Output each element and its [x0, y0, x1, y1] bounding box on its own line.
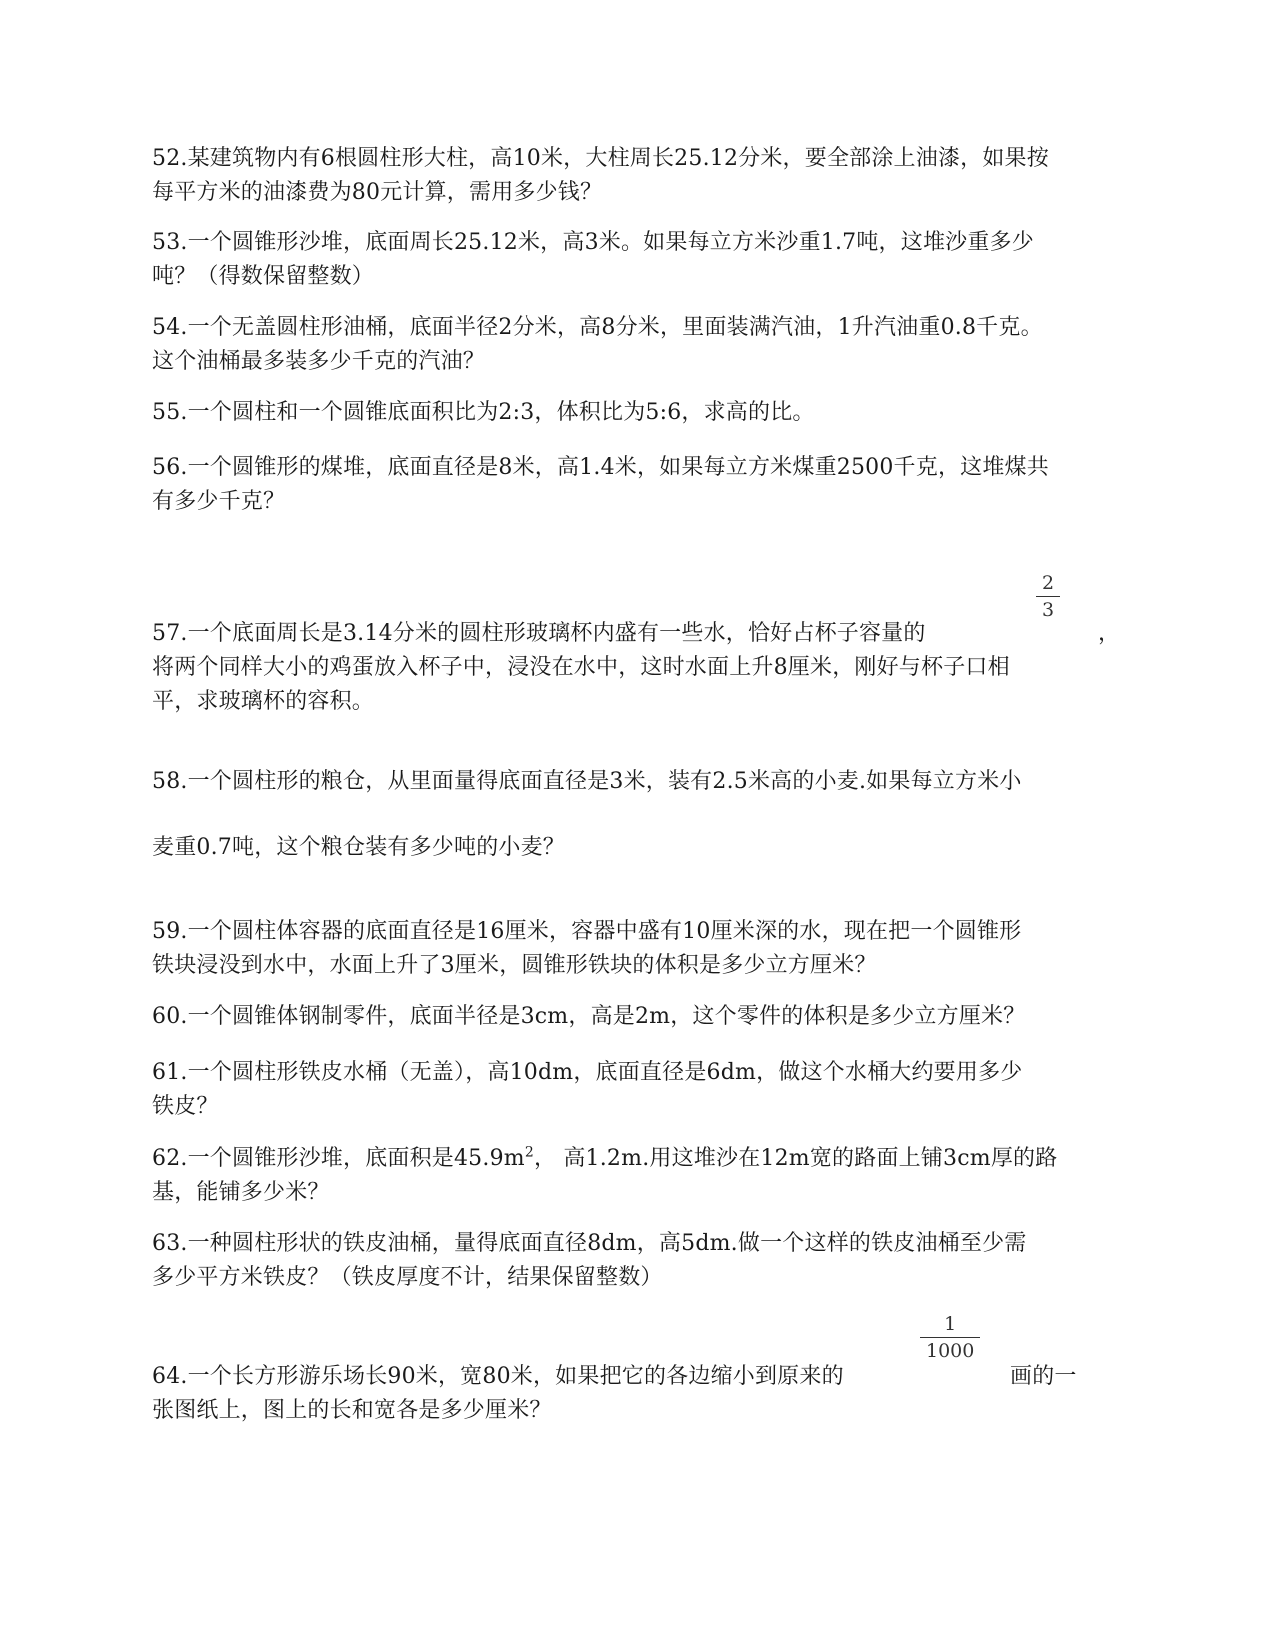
problem-62 [152, 1142, 1132, 1210]
fraction-numerator: 2 [1042, 572, 1055, 594]
problem-line: 58.一个圆柱形的粮仓，从里面量得底面直径是3米，装有2.5米高的小麦.如果每立方米小 [152, 769, 1022, 794]
problem-text: 64.一个长方形游乐场长90米，宽80米，如果把它的各边缩小到原来的 [152, 1364, 844, 1389]
problem-55 [152, 396, 1132, 430]
problem-line: 吨？（得数保留整数） [152, 264, 375, 289]
problem-line: 53.一个圆锥形沙堆，底面周长25.12米，高3米。如果每立方米沙重1.7吨，这堆沙重多少 [152, 230, 1034, 255]
superscript-exponent: 2 [524, 1144, 534, 1161]
problem-text: 57.一个底面周长是3.14分米的圆柱形玻璃杯内盛有一些水，恰好占杯子容量的 [152, 621, 926, 646]
problem-58 [152, 765, 1132, 865]
problem-line: 麦重0.7吨，这个粮仓装有多少吨的小麦？ [152, 835, 565, 860]
fraction-denominator: 3 [1042, 599, 1055, 621]
problem-line: 60.一个圆锥体钢制零件，底面半径是3cm，高是2m，这个零件的体积是多少立方厘米？ [152, 1004, 1026, 1029]
problem-57 [152, 617, 1132, 719]
problem-line: 铁块浸没到水中，水面上升了3厘米，圆锥形铁块的体积是多少立方厘米？ [152, 953, 877, 978]
problem-line: 56.一个圆锥形的煤堆，底面直径是8米，高1.4米，如果每立方米煤重2500千克，这堆煤共 [152, 455, 1049, 480]
fraction-one-thousandth [920, 1313, 980, 1362]
fraction-numerator: 1 [944, 1313, 957, 1335]
problem-text: 62.一个圆锥形沙堆，底面积是45.9m [152, 1146, 525, 1171]
punctuation-comma: ， [1098, 621, 1121, 646]
problem-54 [152, 311, 1132, 379]
problem-63 [152, 1227, 1132, 1295]
problem-text-continuation: 画的一 [1010, 1364, 1077, 1389]
problem-53 [152, 226, 1132, 294]
problem-line: 63.一种圆柱形状的铁皮油桶，量得底面直径8dm，高5dm.做一个这样的铁皮油桶至少需 [152, 1231, 1027, 1256]
problem-line-with-fraction [152, 1360, 1132, 1394]
problem-59 [152, 915, 1132, 983]
fraction-two-thirds [1036, 572, 1060, 621]
problem-56 [152, 451, 1132, 519]
problem-line: 每平方米的油漆费为80元计算，需用多少钱？ [152, 180, 603, 205]
problem-line: 61.一个圆柱形铁皮水桶（无盖），高10dm，底面直径是6dm，做这个水桶大约要用多少 [152, 1060, 1023, 1085]
problem-line-with-superscript [152, 1142, 1132, 1176]
problem-line: 平，求玻璃杯的容积。 [152, 689, 375, 714]
fraction-bar [920, 1337, 980, 1338]
problem-line: 基，能铺多少米？ [152, 1180, 330, 1205]
problem-64 [152, 1360, 1132, 1428]
fraction-denominator: 1000 [926, 1340, 975, 1362]
problem-60 [152, 1000, 1132, 1034]
problem-52 [152, 142, 1132, 210]
problem-line: 张图纸上，图上的长和宽各是多少厘米？ [152, 1398, 552, 1423]
problem-line: 55.一个圆柱和一个圆锥底面积比为2:3，体积比为5:6，求高的比。 [152, 400, 815, 425]
problem-line: 54.一个无盖圆柱形油桶，底面半径2分米，高8分米，里面装满汽油，1升汽油重0.8千克。 [152, 315, 1043, 340]
problem-line: 这个油桶最多装多少千克的汽油？ [152, 349, 486, 374]
problem-line: 52.某建筑物内有6根圆柱形大柱，高10米，大柱周长25.12分米，要全部涂上油漆，如果按 [152, 146, 1049, 171]
problem-line: 59.一个圆柱体容器的底面直径是16厘米，容器中盛有10厘米深的水，现在把一个圆锥形 [152, 919, 1022, 944]
fraction-bar [1036, 596, 1060, 597]
problem-61 [152, 1056, 1132, 1124]
problem-line-with-fraction [152, 617, 1132, 651]
problem-line: 有多少千克？ [152, 489, 286, 514]
problem-line: 多少平方米铁皮？（铁皮厚度不计，结果保留整数） [152, 1265, 663, 1290]
problem-text: ， 高1.2m.用这堆沙在12m宽的路面上铺3cm厚的路 [533, 1146, 1058, 1171]
problem-line: 将两个同样大小的鸡蛋放入杯子中，浸没在水中，这时水面上升8厘米，刚好与杯子口相 [152, 655, 1010, 680]
problem-line: 铁皮？ [152, 1094, 219, 1119]
